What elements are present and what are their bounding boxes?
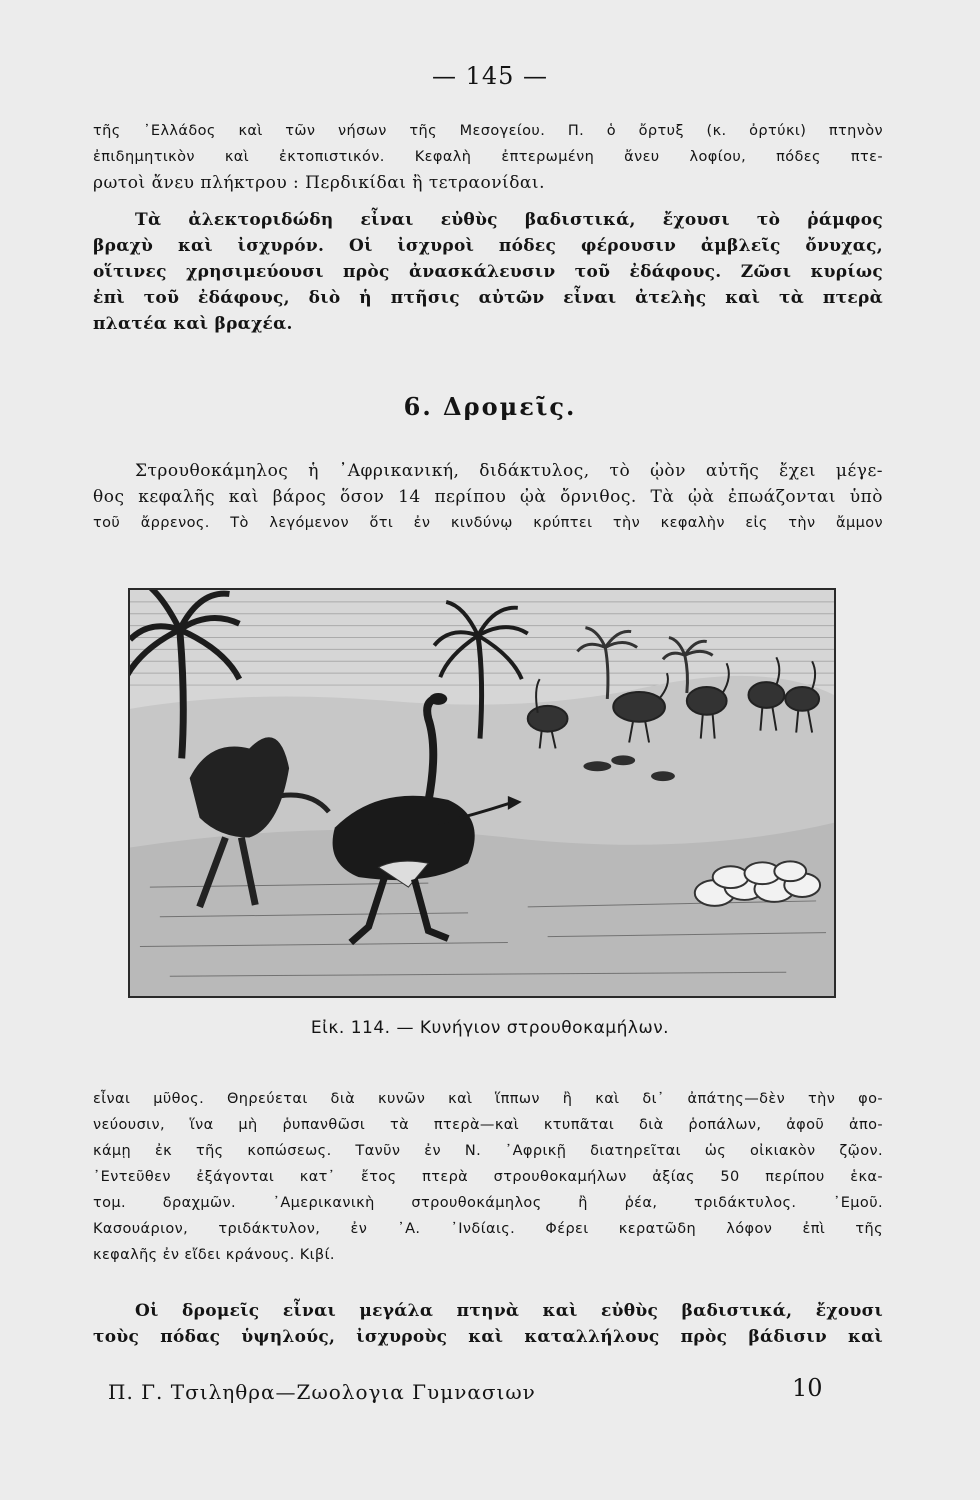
- page-number: — 145 —: [431, 62, 549, 90]
- foreground-ground: [130, 823, 834, 996]
- text-line: Τὰ ἀλεκτοριδώδη εἶναι εὐθὺς βαδιστικά, ἔχουσι τὸ ῥάμφος: [135, 210, 883, 230]
- text-line: κεφαλῆς ἐν εἴδει κράνους. Κιβί.: [93, 1247, 335, 1263]
- figure-caption: Εἰκ. 114. — Κυνήγιον στρουθοκαμήλων.: [310, 1018, 670, 1038]
- text-line: κάμῃ ἐκ τῆς κοπώσεως. Τανῦν ἐν Ν. ᾿Αφρικῇ διατηρεῖται ὡς οἰκιακὸν ζῷον.: [93, 1143, 883, 1159]
- paragraph-3: [93, 458, 883, 536]
- text-line: εἶναι μῦθος. Θηρεύεται διὰ κυνῶν καὶ ἵππων ἢ καὶ δι᾿ ἀπάτης—δὲν τὴν φο-: [93, 1091, 883, 1107]
- text-line: ἐπὶ τοῦ ἐδάφους, διὸ ἡ πτῆσις αὐτῶν εἶναι ἀτελὴς καὶ τὰ πτερὰ: [93, 288, 883, 308]
- text-line: νεύουσιν, ἵνα μὴ ῥυπανθῶσι τὰ πτερὰ—καὶ κτυπᾶται διὰ ῥοπάλων, ἀφοῦ ἀπο-: [93, 1117, 883, 1133]
- book-footer: Π. Γ. Τσιληθρα—Ζωολογια Γυμνασιων: [108, 1380, 536, 1404]
- engraving-svg: [130, 590, 834, 996]
- text-line: τῆς ᾿Ελλάδος καὶ τῶν νήσων τῆς Μεσογείου. Π. ὁ ὄρτυξ (κ. ὀρτύκι) πτηνὸν: [93, 123, 883, 139]
- text-line: τοῦ ἄρρενος. Τὸ λεγόμενον ὅτι ἐν κινδύνῳ κρύπτει τὴν κεφαλὴν εἰς τὴν ἄμμον: [93, 515, 883, 531]
- ostrich-hunt-illustration: [128, 588, 836, 998]
- text-line: ἐπιδημητικὸν καὶ ἐκτοπιστικόν. Κεφαλὴ ἐπτερωμένη ἄνευ λοφίου, πόδες πτε-: [93, 149, 883, 165]
- text-line: ᾿Εντεῦθεν ἐξάγονται κατ᾿ ἔτος πτερὰ στρουθοκαμήλων ἀξίας 50 περίπου ἑκα-: [93, 1169, 883, 1185]
- text-line: πλατέα καὶ βραχέα.: [93, 314, 293, 334]
- text-line: θος κεφαλῆς καὶ βάρος ὅσον 14 περίπου ᾠὰ ὄρνιθος. Τὰ ᾠὰ ἐπωάζονται ὑπὸ: [93, 487, 883, 507]
- text-line: τομ. δραχμῶν. ᾿Αμερικανικὴ στρουθοκάμηλος ἢ ῥέα, τριδάκτυλος. ᾿Εμοῦ.: [93, 1195, 883, 1211]
- paragraph-1: [93, 118, 883, 196]
- paragraph-4: [93, 1086, 883, 1268]
- section-heading: 6. Δρομεῖς.: [403, 392, 577, 421]
- text-line: Στρουθοκάμηλος ἡ ᾿Αφρικανική, διδάκτυλος, τὸ ᾠὸν αὐτῆς ἔχει μέγε-: [135, 461, 883, 481]
- paragraph-2: [93, 207, 883, 337]
- text-line: ρωτοὶ ἄνευ πλήκτρου : Περδικίδαι ἢ τετραονίδαι.: [93, 173, 545, 193]
- text-line: τοὺς πόδας ὑψηλούς, ἰσχυροὺς καὶ καταλλήλους πρὸς βάδισιν καὶ: [93, 1327, 883, 1347]
- paragraph-5: [93, 1298, 883, 1350]
- text-line: οἵτινες χρησιμεύουσι πρὸς ἀνασκάλευσιν τοῦ ἐδάφους. Ζῶσι κυρίως: [93, 262, 883, 282]
- signature-number: 10: [792, 1374, 823, 1402]
- text-line: Οἱ δρομεῖς εἶναι μεγάλα πτηνὰ καὶ εὐθὺς βαδιστικά, ἔχουσι: [135, 1301, 883, 1321]
- text-line: Κασουάριον, τριδάκτυλον, ἐν ᾿Α. ᾿Ινδίαις. Φέρει κερατῶδη λόφον ἐπὶ τῆς: [93, 1221, 883, 1237]
- text-line: βραχὺ καὶ ἰσχυρόν. Οἱ ἰσχυροὶ πόδες φέρουσιν ἀμβλεῖς ὄνυχας,: [93, 236, 883, 256]
